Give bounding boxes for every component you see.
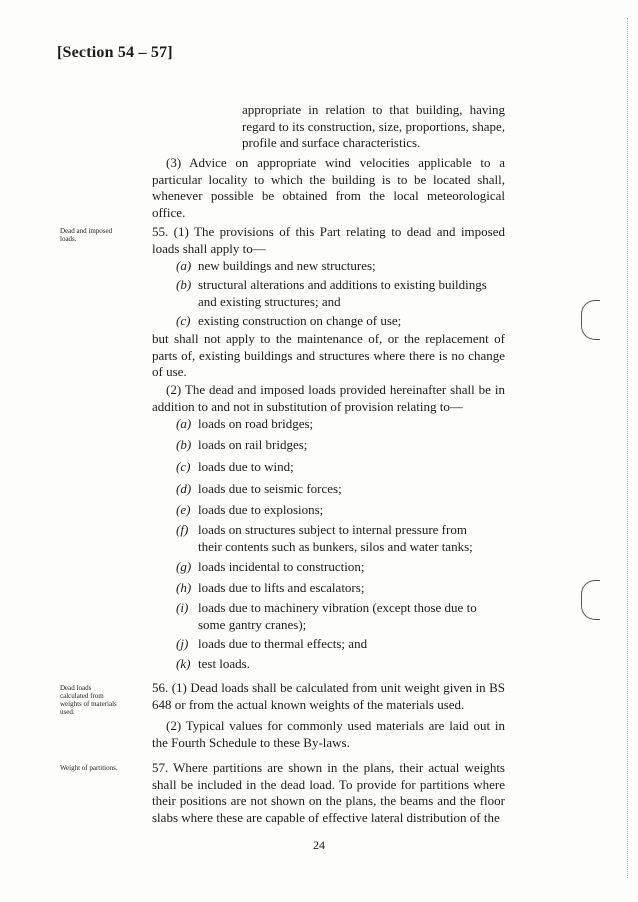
list-item — [176, 600, 505, 633]
item-label: (b) — [176, 437, 192, 452]
section-55-tail: but shall not apply to the maintenance of, or the replacement of parts of, existing buildings and structures where there is no change of use. — [152, 331, 505, 379]
section-57: 57. Where partitions are shown in the plans, their actual weights shall be included in the dead load. To provide for partitions where their positions are not shown on the plans, the beams and the floor slabs where these are capable of effective lateral distribution of the — [152, 760, 505, 825]
item-text: loads on rail bridges; — [198, 437, 308, 452]
item-label: (e) — [176, 502, 191, 517]
item-text-cont: their contents such as bunkers, silos and water tanks; — [198, 538, 473, 554]
section-54-3: (3) Advice on appropriate wind velocities applicable to a particular locality to which the building is to be located shall, whenever possible be obtained from the local meteorological office. — [152, 155, 505, 220]
section-55-2: (2) The dead and imposed loads provided hereinafter shall be in addition to and not in substitution of provision relating to— — [152, 382, 505, 414]
page-number: 24 — [313, 838, 325, 852]
item-text-cont: some gantry cranes); — [198, 616, 307, 632]
list-item — [176, 258, 505, 275]
list-item — [176, 656, 505, 673]
scan-edge — [627, 18, 632, 878]
item-text: loads on road bridges; — [198, 416, 314, 431]
item-text-cont: and existing structures; and — [198, 293, 341, 309]
list-item — [176, 481, 505, 498]
binding-mark — [581, 300, 600, 340]
item-text: new buildings and new structures; — [198, 258, 376, 273]
section-56-1: 56. (1) Dead loads shall be calculated from unit weight given in BS 648 or from the actual known weights of the materials used. — [152, 680, 505, 712]
item-label: (g) — [176, 559, 192, 574]
item-label: (f) — [176, 522, 189, 537]
item-label: (j) — [176, 636, 189, 651]
item-label: (k) — [176, 656, 191, 671]
list-item — [176, 502, 505, 519]
item-text: loads on structures subject to internal pressure from — [198, 522, 467, 537]
margin-note-55: Dead and imposed loads. — [60, 227, 113, 243]
item-text: loads incidental to construction; — [198, 559, 365, 574]
binding-mark — [581, 580, 600, 620]
list-item — [176, 636, 505, 653]
item-label: (b) — [176, 277, 192, 292]
item-label: (c) — [176, 459, 191, 474]
list-item — [176, 277, 505, 310]
section-56-2: (2) Typical values for commonly used materials are laid out in the Fourth Schedule to these By-laws. — [152, 718, 505, 750]
list-item — [176, 522, 505, 555]
item-text: loads due to wind; — [198, 459, 294, 474]
item-text: loads due to lifts and escalators; — [198, 580, 365, 595]
item-text: loads due to explosions; — [198, 502, 324, 517]
item-text: loads due to seismic forces; — [198, 481, 342, 496]
item-label: (i) — [176, 600, 189, 615]
item-text: loads due to thermal effects; and — [198, 636, 368, 651]
item-label: (c) — [176, 313, 191, 328]
item-label: (a) — [176, 416, 192, 431]
item-label: (d) — [176, 481, 192, 496]
item-text: structural alterations and additions to existing buildings — [198, 277, 487, 292]
list-item — [176, 559, 505, 576]
section-55-intro: 55. (1) The provisions of this Part relating to dead and imposed loads shall apply to— — [152, 224, 505, 256]
list-item — [176, 437, 505, 454]
list-item — [176, 580, 505, 597]
item-text: loads due to machinery vibration (except those due to — [198, 600, 477, 615]
margin-note-57: Weight of partitions. — [60, 764, 118, 772]
item-text: test loads. — [198, 656, 250, 671]
margin-note-56: Dead loads calculated from weights of materials used. — [60, 684, 117, 716]
continuation-paragraph: appropriate in relation to that building, having regard to its construction, size, proportions, shape, profile and surface characteristics. — [242, 102, 505, 150]
list-item — [176, 459, 505, 476]
item-label: (h) — [176, 580, 192, 595]
item-text: existing construction on change of use; — [198, 313, 402, 328]
list-item — [176, 313, 505, 330]
list-item — [176, 416, 505, 433]
item-label: (a) — [176, 258, 192, 273]
section-header: [Section 54 – 57] — [57, 44, 173, 61]
